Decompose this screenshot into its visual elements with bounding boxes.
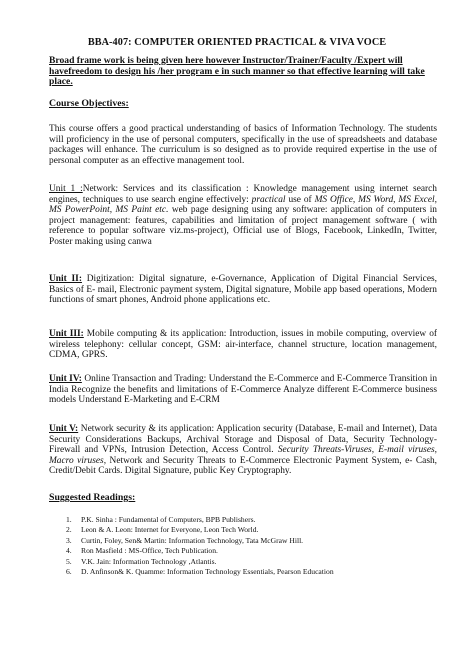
unit-text-segment: Network security & its application: Application security (Database, E-mail and Internet), Data Security Considerations Backups, Archival Storage and Disposal of Data, Security Technology- Firewall and VPNs, Intrusion Detection, Access Control. (49, 424, 437, 456)
reading-item (66, 525, 436, 535)
unit-2-paragraph (49, 274, 437, 306)
reading-number: 2. (66, 525, 72, 535)
reading-number: 6. (66, 567, 72, 577)
reading-item (66, 546, 436, 556)
reading-item (66, 515, 436, 525)
unit-1-text (49, 184, 437, 247)
unit-text-segment: use of (285, 194, 315, 205)
unit-1-label: Unit 1 : (49, 184, 83, 194)
reading-text: Ron Masfield : MS-Office, Tech Publication. (81, 546, 218, 556)
unit-text-segment: practical (251, 194, 286, 205)
unit-text-segment: Mobile computing & its application: Introduction, issues in mobile computing, overview of wireless telephony: cellular concept, GSM: air-interface, channel structure, location management, CDMA, GPRS. (49, 329, 438, 361)
unit-3-label: Unit III: (49, 329, 84, 339)
unit-4-label: Unit IV: (49, 374, 82, 384)
unit-4-paragraph (49, 374, 437, 406)
reading-text: Leon & A. Leon: Internet for Everyone, Leon Tech World. (81, 525, 259, 535)
unit-2-label: Unit II: (49, 274, 82, 284)
reading-number: 3. (66, 535, 72, 545)
unit-5-text (49, 424, 437, 476)
unit-text-segment: MS Office, MS Word, MS Excel, MS PowerPoint, MS Paint etc. (49, 194, 437, 216)
unit-3-paragraph (49, 329, 437, 361)
unit-text-segment: web page designing using any software: application of computers in project management: features, capabilities and limitation of project management software ( with reference to popular software viz.ms-project), Official use of Blogs, Facebook, LinkedIn, Twitter, Poster making using canwa (49, 205, 437, 247)
unit-2-text (49, 274, 437, 305)
readings-list (66, 515, 436, 577)
framework-note: Broad frame work is being given here however Instructor/Trainer/Faculty /Expert will havefreedom to design his /her program e in such manner so that effective learning will take place. (49, 55, 425, 87)
reading-number: 1. (66, 515, 72, 524)
document-title: BBA-407: COMPUTER ORIENTED PRACTICAL & VIVA VOCE (87, 37, 387, 48)
unit-text-segment: Network: Services and its classification : Knowledge management using internet search engines, techniques to use search engine effectively: (49, 184, 437, 205)
reading-item (66, 567, 436, 577)
unit-text-segment: Digitization: Digital signature, e-Governance, Application of Digital Financial Services, Basics of E- mail, Electronic payment system, Digital signature, Mobile app based operations, Modern functions of smart phones, Android phone applications etc. (49, 274, 437, 306)
reading-text: P.K. Sinha : Fundamental of Computers, BPB Publishers. (81, 515, 256, 524)
unit-5-label: Unit V: (49, 424, 79, 434)
unit-3-text (49, 329, 437, 360)
reading-text: D. Anfinson& K. Quamme: Information Technology Essentials, Pearson Education (81, 567, 334, 577)
reading-item (66, 557, 436, 567)
unit-4-text (49, 374, 437, 405)
reading-item (66, 536, 436, 546)
unit-1-paragraph (49, 184, 437, 248)
unit-text-segment: Online Transaction and Trading: Understand the E-Commerce and E-Commerce Transition in India Recognize the benefits and limitations of E-Commerce Analyze different E-Commerce business models Understand E-Marketing and E-CRM (49, 374, 438, 406)
unit-text-segment: Security Threats-Viruses, E-mail viruses, Macro viruses, (49, 445, 437, 466)
readings-heading: Suggested Readings: (49, 492, 136, 503)
reading-number: 4. (66, 546, 72, 556)
objectives-paragraph: This course offers a good practical understanding of basics of Information Technology. The students will proficiency in the use of personal computers, specifically in the use of spreadsheets and database packages will enhance. The curriculum is so designed as to provide required expertise in the use of personal computer as an effective management tool. (49, 124, 437, 166)
unit-text-segment: Network and Security Threats to E-Commerce Electronic Payment System, e- Cash, Credit/Debit Cards. Digital Signature, public Key Cryptography. (49, 455, 437, 477)
reading-text: V.K. Jain: Information Technology ,Atlantis. (81, 556, 217, 566)
objectives-heading: Course Objectives: (49, 98, 129, 109)
reading-number: 5. (66, 556, 72, 566)
unit-5-paragraph (49, 424, 437, 477)
reading-text: Curtin, Foley, Sen& Martin: Information Technology, Tata McGraw Hill. (81, 535, 304, 545)
